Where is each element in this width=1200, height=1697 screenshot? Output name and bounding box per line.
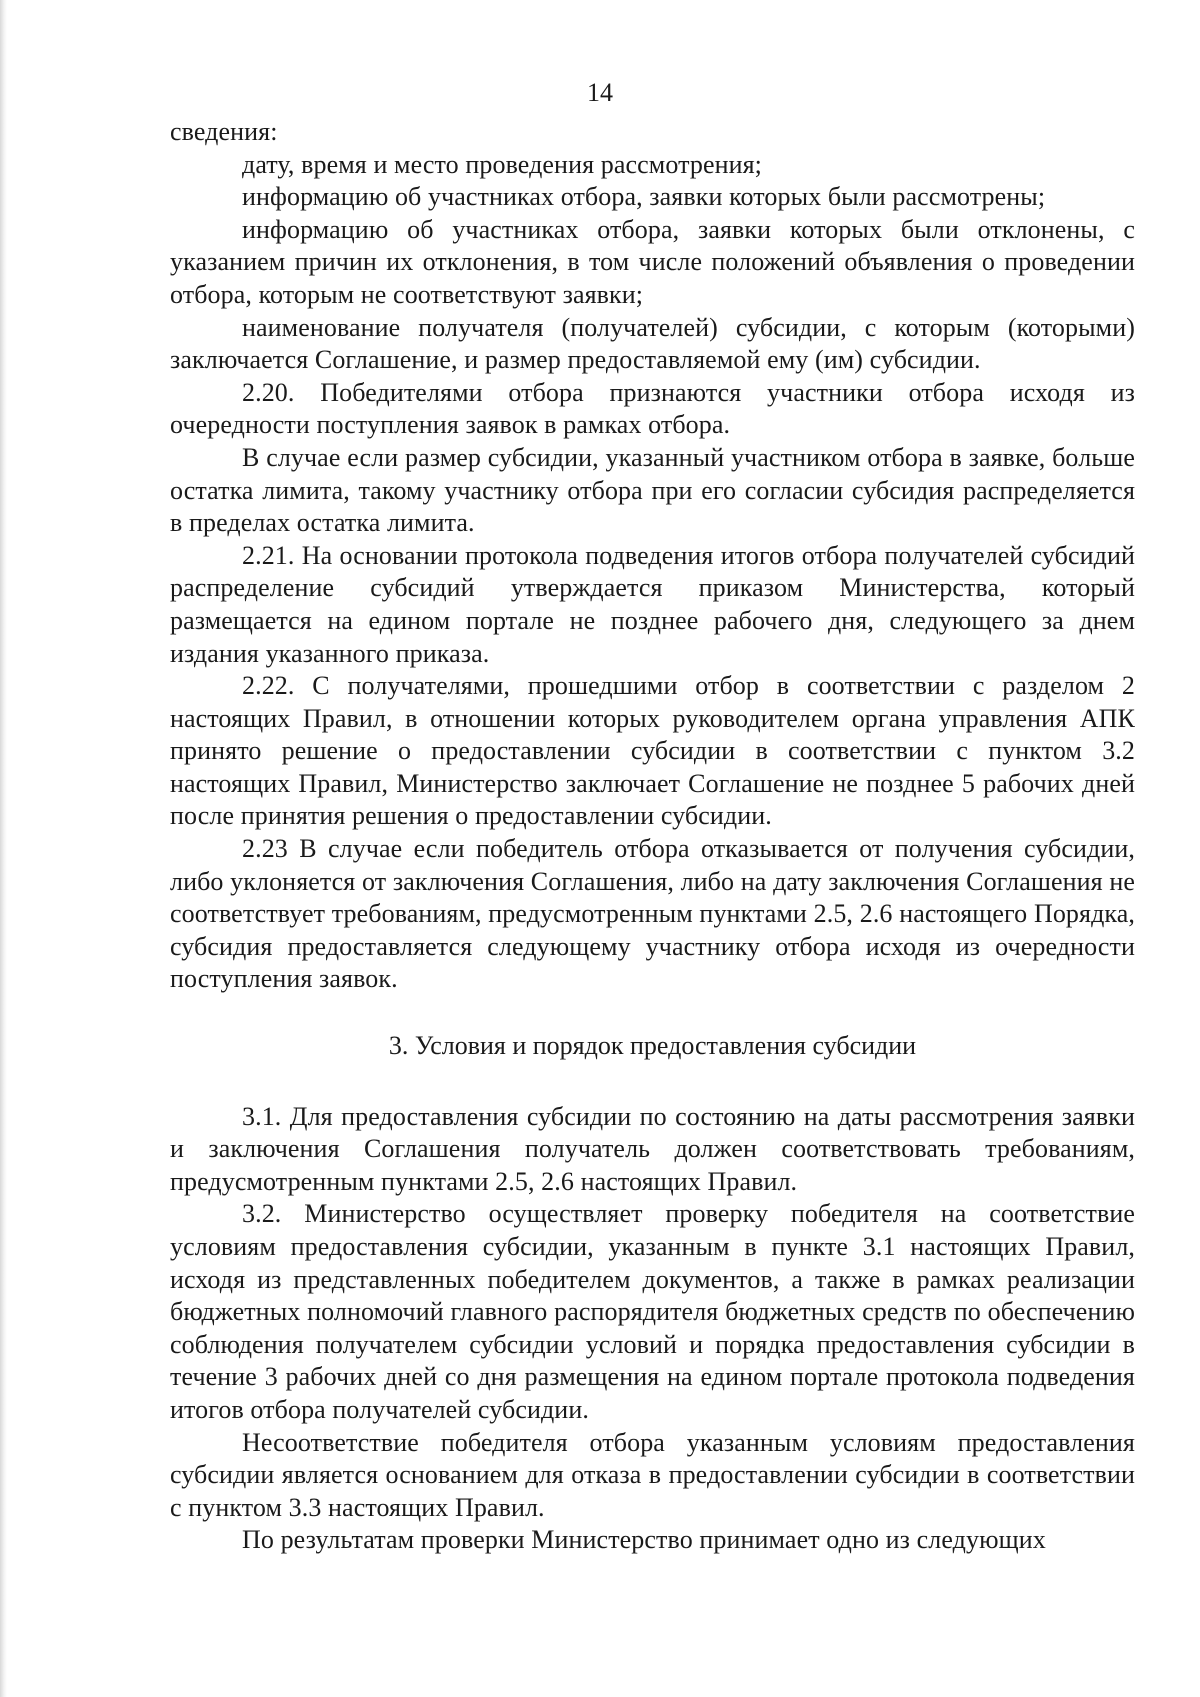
paragraph: 2.23 В случае если победитель отбора отказывается от получения субсидии, либо уклоняется от заключения Соглашения, либо на дату заключения Соглашения не соответствует требованиям, предусмотренным пунктами 2.5, 2.6 настоящего Порядка, субсидия предоставляется следующему участнику отбора исходя из очередности поступления заявок. (170, 834, 1135, 994)
scan-edge-shadow (0, 0, 7, 1697)
paragraph: В случае если размер субсидии, указанный участником отбора в заявке, больше остатка лимита, такому участнику отбора при его согласии субсидия распределяется в пределах остатка лимита. (170, 442, 1135, 538)
paragraph: дату, время и место проведения рассмотрения; (242, 149, 763, 179)
document-body (170, 116, 1135, 1557)
paragraph: Несоответствие победителя отбора указанным условиям предоставления субсидии является основанием для отказа в предоставлении субсидии в соответствии с пунктом 3.3 настоящих Правил. (170, 1427, 1135, 1522)
paragraph: 2.22. С получателями, прошедшими отбор в соответствии с разделом 2 настоящих Правил, в отношении которых руководителем органа управления АПК принято решение о предоставлении субсидии в соответствии с пунктом 3.2 настоящих Правил, Министерство заключает Соглашение не позднее 5 рабочих дней после принятия решения о предоставлении субсидии. (170, 671, 1135, 831)
paragraph: 3.1. Для предоставления субсидии по состоянию на даты рассмотрения заявки и заключения Соглашения получатель должен соответствовать требованиям, предусмотренным пунктами 2.5, 2.6 настоящих Правил. (170, 1101, 1135, 1196)
page-number: 14 (587, 78, 613, 107)
paragraph: информацию об участниках отбора, заявки которых были рассмотрены; (242, 182, 1046, 212)
paragraph: наименование получателя (получателей) субсидии, с которым (которыми) заключается Соглашение, и размер предоставляемой ему (им) субсидии. (170, 312, 1135, 375)
section-heading: 3. Условия и порядок предоставления субсидии (388, 1031, 917, 1061)
paragraph: 3.2. Министерство осуществляет проверку победителя на соответствие условиям предоставления субсидии, указанным в пункте 3.1 настоящих Правил, исходя из представленных победителем документов, а также в рамках реализации бюджетных полномочий главного распорядителя бюджетных средств по обеспечению соблюдения получателем субсидии условий и порядка предоставления субсидии в течение 3 рабочих дней со дня размещения на едином портале протокола подведения итогов отбора получателей субсидии. (170, 1199, 1135, 1424)
paragraph: информацию об участниках отбора, заявки которых были отклонены, с указанием причин их отклонения, в том числе положений объявления о проведении отбора, которым не соответствуют заявки; (170, 214, 1135, 309)
paragraph: По результатам проверки Министерство принимает одно из следующих (242, 1525, 1046, 1555)
paragraph: 2.21. На основании протокола подведения итогов отбора получателей субсидий распределение субсидий утверждается приказом Министерства, который размещается на едином портале не позднее рабочего дня, следующего за днем издания указанного приказа. (170, 540, 1135, 668)
paragraph: 2.20. Победителями отбора признаются участники отбора исходя из очередности поступления заявок в рамках отбора. (170, 377, 1135, 440)
paragraph: сведения: (170, 117, 278, 146)
